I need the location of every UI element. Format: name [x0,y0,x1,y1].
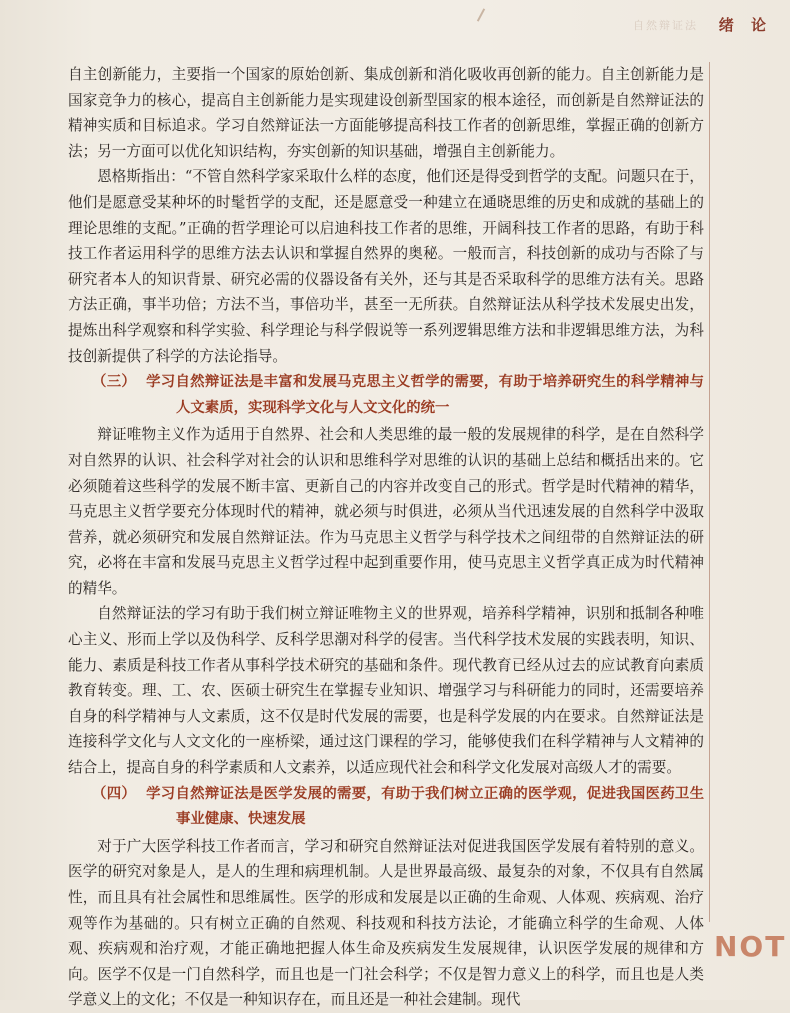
paragraph-dialectical-materialism: 辩证唯物主义作为适用于自然界、社会和人类思维的最一般的发展规律的科学，是在自然科学对自然界的认识、社会科学对社会的认识和思维科学对思维的认识的基础上总结和概括出来的。它必须随着这些科学的发展不断丰富、更新自己的内容并改变自己的形式。哲学是时代精神的精华，马克思主义哲学要充分体现时代的精神，就必须与时俱进，必须从当代迅速发展的自然科学中汲取营养，就必须研究和发展自然辩证法。作为马克思主义哲学与科学技术之间纽带的自然辩证法的研究，必将在丰富和发展马克思主义哲学过程中起到重要作用，使马克思主义哲学真正成为时代精神的精华。 [68,426,704,597]
paragraph-innovation: 自主创新能力，主要指一个国家的原始创新、集成创新和消化吸收再创新的能力。自主创新能力是国家竞争力的核心，提高自主创新能力是实现建设创新型国家的根本途径，而创新是自然辩证法的精神实质和目标追求。学习自然辩证法一方面能够提高科技工作者的创新思维，掌握正确的创新方法；另一方面可以优化知识结构，夯实创新的知识基础，增强自主创新能力。 [68,66,704,160]
paragraph-scientific-spirit: 自然辩证法的学习有助于我们树立辩证唯物主义的世界观，培养科学精神，识别和抵制各种唯心主义、形而上学以及伪科学、反科学思潮对科学的侵害。当代科学技术发展的实践表明，知识、能力、素质是科技工作者从事科学技术研究的基础和条件。现代教育已经从过去的应试教育向素质教育转变。理、工、农、医硕士研究生在掌握专业知识、增强学习与科研能力的同时，还需要培养自身的科学精神与人文素质，这不仅是时代发展的需要，也是科学发展的内在要求。自然辩证法是连接科学文化与人文文化的一座桥梁，通过这门课程的学习，能够使我们在科学精神与人文精神的结合上，提高自身的科学素质和人文素养，以适应现代社会和科学文化发展对高级人才的需要。 [68,605,704,777]
section-heading-4 [68,782,704,833]
section-title-4: 学习自然辩证法是医学发展的需要，有助于我们树立正确的医学观，促进我国医药卫生事业健康、快速发展 [146,785,704,828]
running-header-faint: 自然辩证法 [633,19,698,32]
section-heading-3 [68,370,704,421]
paragraph-medicine: 对于广大医学科技工作者而言，学习和研究自然辩证法对促进我国医学发展有着特别的意义。医学的研究对象是人，是人的生理和病理机制。人是世界最高级、最复杂的对象，不仅具有自然属性，而且具有社会属性和思维属性。医学的形成和发展是以正确的生命观、人体观、疾病观、治疗观等作为基础的。只有树立正确的自然观、科技观和科技方法论，才能确立科学的生命观、人体观、疾病观和治疗观，才能正确地把握人体生命及疾病发生发展规律，认识医学发展的规律和方向。医学不仅是一门自然科学，而且也是一门社会科学；不仅是智力意义上的科学，而且也是人类学意义上的文化；不仅是一种知识存在，而且还是一种社会建制。现代 [68,837,704,1009]
section-number-4: （四） [92,785,137,802]
page-body [68,62,704,1013]
running-header-chapter: 绪 论 [718,16,772,34]
note-tab: NOT [714,930,787,963]
margin-rule [709,62,710,922]
section-number-3: （三） [92,374,137,391]
header-mark [477,8,485,21]
paragraph-engels: 恩格斯指出：“不管自然科学家采取什么样的态度，他们还是得受到哲学的支配。问题只在于，他们是愿意受某种坏的时髦哲学的支配，还是愿意受一种建立在通晓思维的历史和成就的基础上的理论思维的支配。”正确的哲学理论可以启迪科技工作者的思维，开阔科技工作者的思路，有助于科技工作者运用科学的思维方法去认识和掌握自然界的奥秘。一般而言，科技创新的成功与否除了与研究者本人的知识背景、研究必需的仪器设备有关外，还与其是否采取科学的思维方法有关。思路方法正确，事半功倍；方法不当，事倍功半，甚至一无所获。自然辩证法从科学技术发展史出发，提炼出科学观察和科学实验、科学理论与科学假说等一系列逻辑思维方法和非逻辑思维方法，为科技创新提供了科学的方法论指导。 [68,168,704,365]
section-title-3: 学习自然辩证法是丰富和发展马克思主义哲学的需要，有助于培养研究生的科学精神与人文素质，实现科学文化与人文文化的统一 [146,374,704,416]
